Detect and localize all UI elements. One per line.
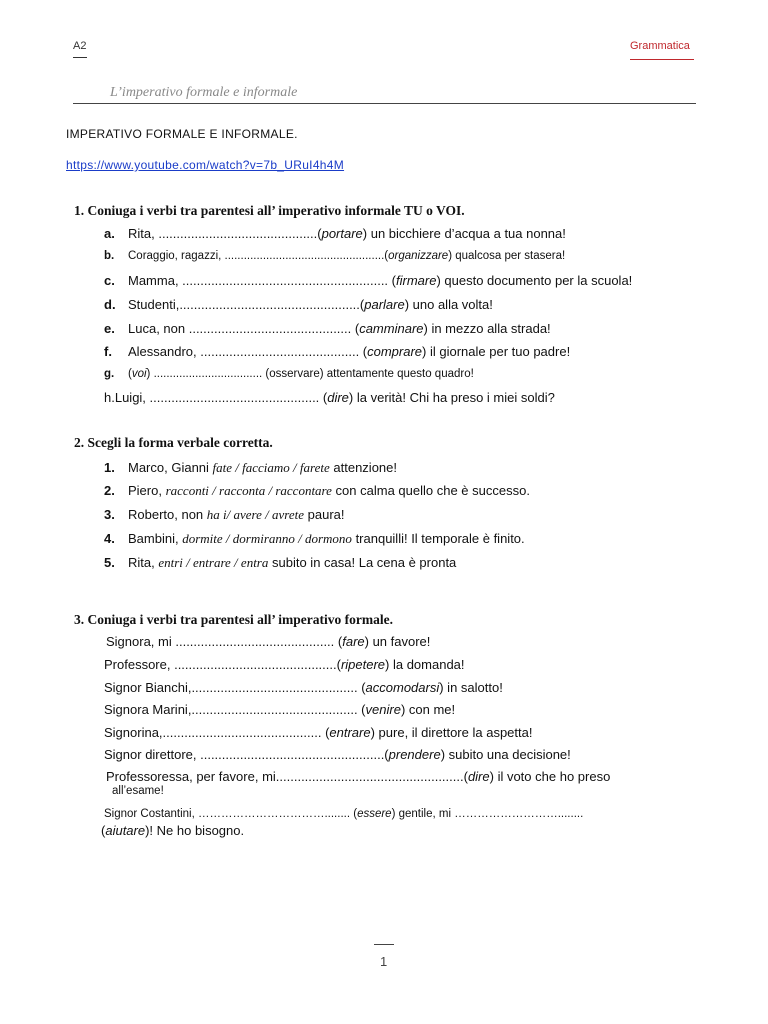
item-suffix: ) il voto che ho preso <box>489 769 611 784</box>
item-suffix: ) il giornale per tuo padre! <box>422 344 571 359</box>
item-label: 3. <box>104 507 115 522</box>
youtube-link[interactable]: https://www.youtube.com/watch?v=7b_URuI4h4M <box>66 158 345 172</box>
item-label: a. <box>104 226 115 241</box>
item-suffix: ) con me! <box>400 702 456 717</box>
exercise1-item <box>104 226 566 241</box>
page-number-rule <box>374 944 394 945</box>
item-label: e. <box>104 321 115 336</box>
item-prefix: Professore, .............................................( <box>104 657 341 672</box>
item-prefix: Rita, <box>128 555 155 570</box>
item-label: d. <box>104 297 116 312</box>
item-verb: comprare <box>367 344 423 359</box>
item-prefix: Luca, non ............................................. ( <box>128 321 360 336</box>
item-label: 1. <box>104 460 115 475</box>
item-suffix: ) gentile, mi ………………………........ <box>391 808 584 820</box>
item-prefix: Signorina,............................................ ( <box>104 725 330 740</box>
item-verb: fare <box>342 634 365 649</box>
item-label: 2. <box>104 483 115 498</box>
item-verb: entrare <box>329 725 371 740</box>
item-label: 5. <box>104 555 115 570</box>
item-options: ha i/ avere / avrete <box>206 507 305 522</box>
item-suffix: ) un favore! <box>364 634 431 649</box>
category-underline <box>630 59 694 60</box>
item-verb: ripetere <box>340 657 386 672</box>
item-prefix: all’esame! <box>112 785 164 797</box>
exercise3-item <box>106 769 610 784</box>
level-underline <box>73 57 87 58</box>
item-suffix: attenzione! <box>333 460 397 475</box>
item-verb: camminare <box>359 321 424 336</box>
item-suffix: paura! <box>307 507 345 522</box>
item-verb: portare <box>321 226 363 241</box>
exercise1-item <box>104 390 555 405</box>
item-prefix: Mamma, ......................................................... ( <box>128 273 396 288</box>
item-suffix: ) questo documento per la scuola! <box>436 273 633 288</box>
item-prefix: Alessandro, ............................................ ( <box>128 344 368 359</box>
item-suffix: con calma quello che è successo. <box>335 483 530 498</box>
item-suffix: ) uno alla volta! <box>404 297 493 312</box>
item-verb: aiutare <box>105 823 146 838</box>
exercise2-item <box>104 483 530 499</box>
exercise1-item <box>104 321 551 336</box>
item-verb: prendere <box>388 747 441 762</box>
item-suffix: ) qualcosa per stasera! <box>448 250 566 262</box>
exercise3-item <box>112 785 164 797</box>
exercise3-item <box>104 725 532 740</box>
level-label: A2 <box>73 40 87 52</box>
item-options: racconti / racconta / raccontare <box>165 483 332 498</box>
item-prefix: Signor direttore, ...................................................( <box>104 747 389 762</box>
item-prefix: h.Luigi, ............................................... ( <box>104 390 328 405</box>
item-verb: essere <box>357 808 392 820</box>
item-suffix: ) la verità! Chi ha preso i miei soldi? <box>348 390 555 405</box>
item-suffix: ) .................................. (osservare) attentamente questo quadro! <box>146 368 474 380</box>
exercise3-item <box>104 808 583 820</box>
item-prefix: Roberto, non <box>128 507 204 522</box>
item-prefix: Signor Costantini, ……………………………........ ( <box>104 808 358 820</box>
item-prefix: ( <box>101 823 106 838</box>
item-verb: voi <box>131 368 147 380</box>
item-suffix: ) la domanda! <box>385 657 465 672</box>
exercise2-item <box>104 531 525 547</box>
item-prefix: Signor Bianchi,.............................................. ( <box>104 680 366 695</box>
category-label: Grammatica <box>630 40 690 52</box>
header-rule <box>73 103 696 104</box>
item-prefix: Marco, Gianni <box>128 460 209 475</box>
exercise2-item <box>104 460 397 476</box>
item-verb: accomodarsi <box>365 680 440 695</box>
item-prefix: Signora Marini,.............................................. ( <box>104 702 366 717</box>
exercise3-item <box>104 680 503 695</box>
exercise1-item <box>104 273 632 288</box>
page-subtitle: L’imperativo formale e informale <box>110 85 298 100</box>
item-prefix: Studenti,..................................................( <box>128 297 365 312</box>
item-label: c. <box>104 273 115 288</box>
item-suffix: subito in casa! La cena è pronta <box>272 555 457 570</box>
item-verb: organizzare <box>388 250 449 262</box>
page-number: 1 <box>380 954 388 969</box>
item-label: 4. <box>104 531 115 546</box>
item-prefix: ( <box>128 368 132 380</box>
item-options: entri / entrare / entra <box>158 555 269 570</box>
item-suffix: ) subito una decisione! <box>440 747 571 762</box>
exercise3-item <box>104 657 465 672</box>
exercise3-item <box>106 634 430 649</box>
exercise3-item <box>101 823 244 838</box>
item-verb: dire <box>467 769 490 784</box>
exercise1-item <box>104 250 565 262</box>
exercise1-item <box>104 344 570 359</box>
item-label: g. <box>104 368 115 380</box>
section3-title: 3. Coniuga i verbi tra parentesi all’ imperativo formale. <box>74 612 393 627</box>
exercise3-item <box>104 702 455 717</box>
item-options: fate / facciamo / farete <box>212 460 330 475</box>
item-options: dormite / dormiranno / dormono <box>182 531 352 546</box>
exercise2-item <box>104 555 456 571</box>
item-prefix: Professoressa, per favore, mi....................................................( <box>106 769 468 784</box>
section2-title: 2. Scegli la forma verbale corretta. <box>74 435 273 450</box>
item-suffix: ) pure, il direttore la aspetta! <box>370 725 533 740</box>
item-prefix: Rita, ............................................( <box>128 226 322 241</box>
exercise3-item <box>104 747 571 762</box>
item-suffix: ) un bicchiere d’acqua a tua nonna! <box>362 226 566 241</box>
item-verb: dire <box>327 390 349 405</box>
item-suffix: )! Ne ho bisogno. <box>145 823 245 838</box>
item-verb: venire <box>365 702 401 717</box>
item-suffix: ) in salotto! <box>439 680 503 695</box>
item-suffix: tranquilli! Il temporale è finito. <box>355 531 525 546</box>
item-verb: firmare <box>396 273 437 288</box>
exercise2-item <box>104 507 345 523</box>
item-prefix: Piero, <box>128 483 162 498</box>
item-label: b. <box>104 250 115 262</box>
item-prefix: Coraggio, ragazzi, ..................................................( <box>128 250 389 262</box>
item-prefix: Signora, mi ............................................ ( <box>106 634 343 649</box>
exercise1-item <box>104 297 493 312</box>
item-verb: parlare <box>364 297 405 312</box>
page-title: IMPERATIVO FORMALE E INFORMALE. <box>66 127 298 141</box>
item-prefix: Bambini, <box>128 531 179 546</box>
section1-title: 1. Coniuga i verbi tra parentesi all’ imperativo informale TU o VOI. <box>74 203 465 218</box>
item-suffix: ) in mezzo alla strada! <box>423 321 551 336</box>
item-label: f. <box>104 344 112 359</box>
exercise1-item <box>104 368 474 380</box>
